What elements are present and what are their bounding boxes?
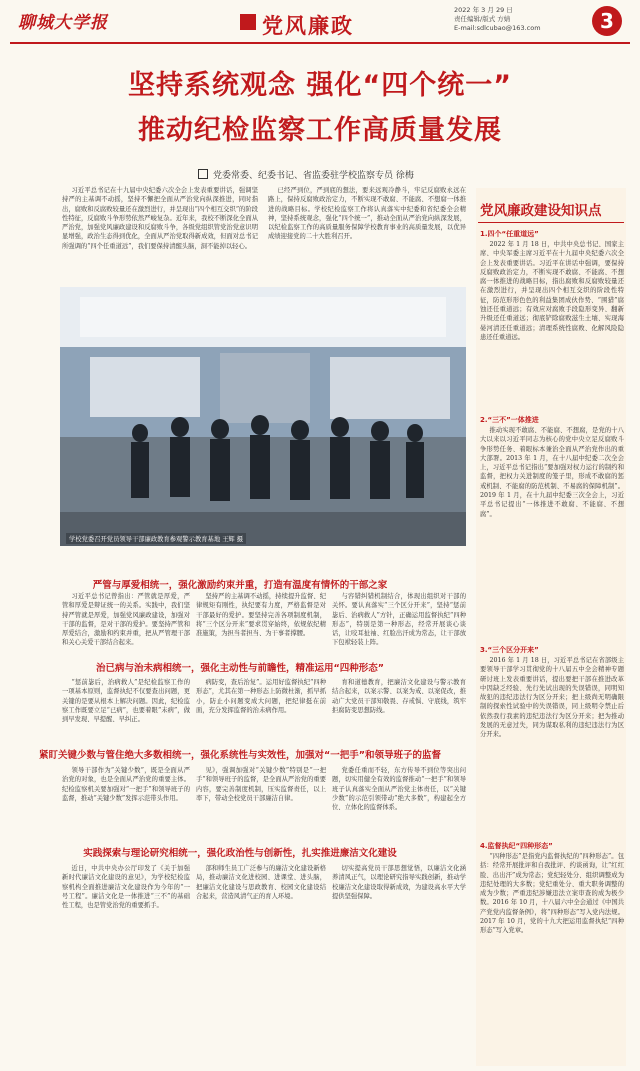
page-number-badge: 3 <box>592 6 622 36</box>
section-title: 党风廉政 <box>262 14 354 38</box>
issue-meta <box>454 6 541 33</box>
sidebar-item-3-heading: 3.“三个区分开来” <box>480 646 539 654</box>
section-2-column-1: “惩前毖后，治病救人”是纪检监察工作的一项基本原则，监督执纪不仅要查出问题，更关键的是要从根本上解决问题。因此，纪检监察工作既要立足“已病”，也要着眼“未病”，做到早发现、早提醒、早纠正。 <box>62 679 190 724</box>
photo-caption: 学校党委召开党员领导干部廉政教育参观警示教育基地 王辉 摄 <box>66 533 246 544</box>
sidebar-item-4-heading: 4.监督执纪“四种形态” <box>480 842 553 850</box>
section-3-column-1: 领导干部作为“关键少数”，既是全面从严治党的对象，也是全面从严治党的重要主体。纪检监察机关要加强对“一把手”和领导班子的监督，推动“关键少数”发挥示范带头作用。 <box>62 767 190 802</box>
issue-date: 2022 年 3 月 29 日 <box>454 6 513 14</box>
sidebar-item-4-text: “四种形态”是指党内监督执纪的“四种形态”。包括：经常开展批评和自我批评、约谈函询，让“红红脸、出出汗”成为常态；党纪轻处分、组织调整成为违纪处理的大多数；党纪重处分、重大职务调整的成为少数；严重违纪涉嫌违法立案审查的成为极少数。2016 年 10 月，十八届六中全会通过《中国共产党党内监督条例》，将“四种形态”写入党内法规。2017 年 10 月，党的十九大把运用监督执纪“四种形态”写入党章。 <box>480 853 624 935</box>
sidebar-item-1-text: 2022 年 1 月 18 日，中共中央总书记、国家主席、中央军委主席习近平在十九届中央纪委六次全会上发表重要讲话。习近平在讲话中强调，要保持反腐败政治定力，不断实现不敢腐、不能腐、不想腐一体推进的战略目标，指出腐败和反腐败较量还在激烈进行，并呈现出四个相互交织的阶段性特征，防范形形色色的利益集团成伙作势、“围猎”腐蚀还任重道远；有效应对腐败手段隐形变异、翻新升级还任重道远；彻底铲除腐败滋生土壤、实现海晏河清还任重道远；清理系统性腐败、化解风险隐患还任重道远。 <box>480 241 624 341</box>
email-line: E-mail:sdlcubao@163.com <box>454 24 541 32</box>
sidebar-item-1-heading: 1.四个“任重道远” <box>480 230 539 238</box>
section-4-title: 实践探索与理论研究相统一，强化政治性与创新性，扎实推进廉洁文化建设 <box>83 848 397 859</box>
section-4-column-1: 近日，中共中央办公厅印发了《关于加强新时代廉洁文化建设的意见》，为学校纪检监察机构全面推进廉洁文化建设作为今年的“一号工程”。廉洁文化是一体推进“三不”的基础性工程，也是管党治党的重要抓手。 <box>62 865 190 910</box>
section-3-column-3: 党委任重而不轻，东方传导不到位等突出问题，切实用健全有效的监督推动“一把手”和领导班子认真落实全面从严治党主体责任，以“关键少数”的示范引领带动“绝大多数”，构建起全方位、立体化的监督体系。 <box>332 767 466 812</box>
byline-square-icon <box>198 169 208 179</box>
section-flag-icon <box>240 14 256 30</box>
intro-column-1: 习近平总书记在十九届中央纪委六次全会上发表重要讲话，强调坚持严的主基调不动摇，坚持不懈把全面从严治党向纵深推进，同时指出，腐败和反腐败较量还在激烈进行，并呈现出“四个相互交织”的阶段性特征，反腐败斗争形势依然严峻复杂。近年来，我校不断深化全面从严治党，加强党风廉政建设和反腐败斗争，各级党组织管党治党意识明显增强，政治生态得到优化，全面从严治党取得新成效，但面对总书记所强调的“四个任重道远”，我们要保持清醒头脑，洞不能掉以轻心。 <box>62 187 258 250</box>
editor-line: 责任编辑/版式 方婧 <box>454 15 511 23</box>
section-2-title: 治已病与治未病相统一，强化主动性与前瞻性，精准运用“四种形态” <box>96 663 384 674</box>
section-3-column-2: 见》，强调加强对“关键少数”特别是“一把手”和领导班子的监督，是全面从严治党的重要内容，要完善制度机制，压实监督责任，以上率下，带动全校党员干部廉洁自律。 <box>196 767 326 802</box>
byline <box>198 168 414 181</box>
section-2-column-3: 育和道德教育，把廉洁文化建设与警示教育结合起来，以案示警、以案为戒、以案促改，推动广大党员干部知敬畏、存戒惧、守底线，筑牢拒腐防变思想防线。 <box>332 679 466 714</box>
newspaper-logo: 聊城大学报 <box>18 13 108 33</box>
sidebar-title: 党风廉政建设知识点 <box>480 203 602 219</box>
section-4-column-2: 部和师生员工广泛参与的廉洁文化建设新格局，推动廉洁文化进校园、进课堂、进头脑，把廉洁文化建设与思政教育、校园文化建设结合起来，营造风清气正的育人环境。 <box>196 865 326 900</box>
section-3-title: 紧盯关键少数与管住绝大多数相统一，强化系统性与实效性，加强对“一把手”和领导班子的监督 <box>39 750 441 761</box>
section-1-column-1: 习近平总书记曾指出：严管就是厚爱，严管和厚爱是辩证统一的关系。实践中，我们坚持严管就是厚爱，加强党风廉政建设，加强对干部的监督，是对干部的爱护。要坚持严管和厚爱结合，激励和约束并重，把从严管理干部和关心关爱干部结合起来。 <box>62 593 190 647</box>
headline-line-1: 坚持系统观念 强化“四个统一” <box>128 70 512 101</box>
section-1-column-2: 坚持严的主基调不动摇，持续提升监督、纪律规矩有刚性，执纪要有力度，严格监督是对干部最好的爱护。要坚持完善各项制度机制，将“三个区分开来”要求贯穿始终，依规依纪精准施策，为担当者担当、为干事者撑腰。 <box>196 593 326 638</box>
byline-text: 党委常委、纪委书记、省监委驻学校监察专员 徐梅 <box>213 171 414 181</box>
section-1-column-3: 与容错纠错机制结合，体现出组织对干部的关怀。要认真落实“三个区分开来”，坚持“惩前毖后、治病救人”方针，正确运用监督执纪“四种形态”，特别是第一种形态，经常开展谈心谈话，让咬耳扯袖、红脸出汗成为常态，让干部放下包袱轻装上阵。 <box>332 593 466 647</box>
intro-column-2: 已经严到位，严到底的想法，要来远观冷静斗，牢记反腐败永远在路上，保持反腐败政治定力，不断实现不敢腐、不能腐、不想腐一体推进的战略目标。学校纪检监察工作将认真落实中纪委和省纪委全会精神，坚持系统观念，强化“四个统一”，推动全面从严治党向纵深发展，以纪检监察工作的高质量服务保障学校教育事业的高质量发展，以优异成绩迎接党的二十大胜利召开。 <box>268 187 466 241</box>
sidebar-item-2-heading: 2.“三不”一体推进 <box>480 416 539 424</box>
photo-illustration <box>60 287 466 546</box>
headline-line-2: 推动纪检监察工作高质量发展 <box>138 115 502 146</box>
sidebar-item-2-text: 推动实现不敢腐、不能腐、不想腐，是党的十八大以来以习近平同志为核心的党中央立足反腐败斗争形势任务、着眼标本兼治全面从严治党作出的重大部署。2013 年 1 月，在十八届中纪委二次全会上，习近平总书记指出“要加强对权力运行的制约和监督，把权力关进制度的笼子里，形成不敢腐的惩戒机制、不能腐的防范机制、不易腐的保障机制”。2019 年 1 月，在十九届中纪委三次全会上，习近平总书记提出“一体推进不敢腐、不能腐、不想腐”。 <box>480 427 624 518</box>
section-1-title: 严管与厚爱相统一，强化激励约束并重，打造有温度有情怀的干部之家 <box>92 580 388 591</box>
sidebar-rule <box>478 222 624 223</box>
news-photo <box>60 287 466 546</box>
sidebar-item-3-text: 2016 年 1 月 18 日，习近平总书记在省部级主要领导干部学习贯彻党的十八届五中全会精神专题研讨班上发表重要讲话，提出要把干部在推进改革中因缺乏经验、先行先试出现的失误错误，同明知故犯的违纪违法行为区分开来；把上级尚无明确限制的探索性试验中的失误错误，同上级明令禁止后依然我行我素的违纪违法行为区分开来；把为推动发展的无意过失，同为谋取私利的违纪违法行为区分开来。 <box>480 657 624 739</box>
masthead <box>0 0 640 44</box>
section-2-column-2: 病防变，查后治复”。运用好监督执纪“四种形态”，尤其在第一种形态上防微杜渐，抓早抓小，防止小问题变成大问题，把纪律挺在前面，充分发挥监督的治未病作用。 <box>196 679 326 714</box>
section-4-column-3: 切实提高党员干部思想觉悟，以廉洁文化涵养清风正气，以理论研究指导实践创新，推动学校廉洁文化建设取得新成效，为建设高水平大学提供坚强保障。 <box>332 865 466 900</box>
top-rule <box>10 42 630 44</box>
